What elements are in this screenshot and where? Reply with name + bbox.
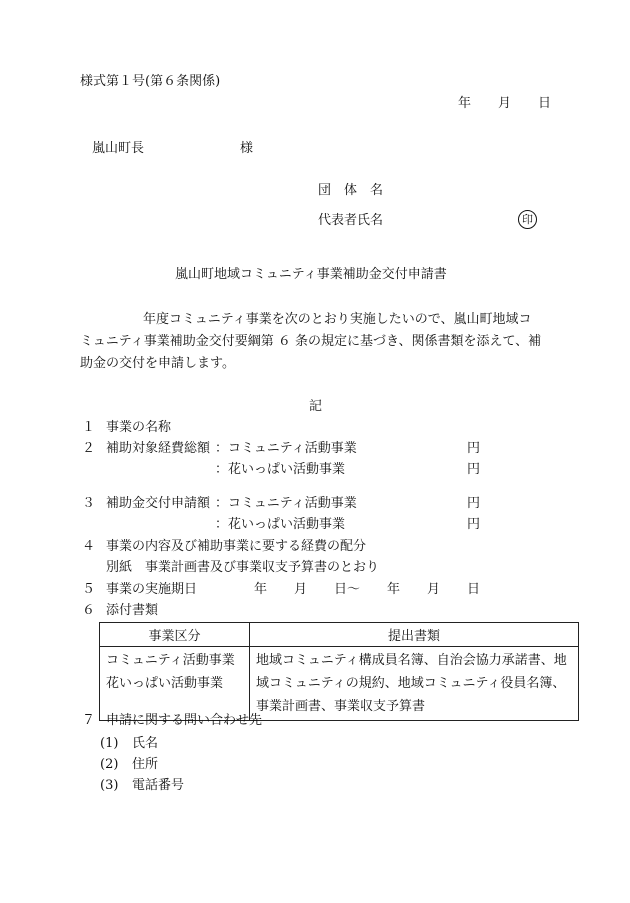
item-7-number: ７	[82, 713, 96, 728]
ki-heading: 記	[309, 399, 323, 414]
item-4-label: 事業の内容及び補助事業に要する経費の配分	[106, 539, 367, 554]
item-4-sub: 別紙 事業計画書及び事業収支予算書のとおり	[106, 560, 380, 575]
documents-cell	[250, 647, 579, 721]
item-3-line-1: ：コミュニティ活動事業	[215, 496, 357, 511]
item-2-label: 補助対象経費総額	[106, 441, 211, 456]
contact-2-label: 住所	[132, 757, 159, 772]
item-2-yen-1: 円	[467, 441, 481, 456]
category-flowers: 花いっぱい活動事業	[106, 676, 224, 691]
item-2-number: ２	[82, 441, 96, 456]
item-3-line-2: ：花いっぱい活動事業	[215, 517, 346, 532]
seal-mark: 印	[518, 210, 537, 229]
documents-line-2: 域コミュニティの規約、地域コミュニティ役員名簿、	[256, 676, 566, 691]
contact-1-label: 氏名	[132, 736, 159, 751]
contact-3-number: (3)	[100, 778, 119, 793]
item-5-year: 年	[254, 582, 268, 597]
item-1-label: 事業の名称	[106, 420, 172, 435]
item-2-line-1: ：コミュニティ活動事業	[215, 441, 357, 456]
representative-label: 代表者氏名	[318, 213, 384, 228]
category-community: コミュニティ活動事業	[106, 653, 235, 668]
item-7-label: 申請に関する問い合わせ先	[106, 713, 263, 728]
item-5-label: 事業の実施期日	[106, 582, 198, 597]
item-3-yen-1: 円	[467, 496, 481, 511]
contact-3-label: 電話番号	[132, 778, 185, 793]
header-category: 事業区分	[100, 623, 250, 647]
documents-line-1: 地域コミュニティ構成員名簿、自治会協力承諾書、地	[256, 653, 567, 668]
item-2-yen-2: 円	[467, 462, 481, 477]
contact-2-number: (2)	[100, 757, 119, 772]
item-6-label: 添付書類	[106, 603, 159, 618]
item-5-month-2: 月	[427, 582, 441, 597]
contact-1-number: (1)	[100, 736, 119, 751]
body-line-1: 年度コミュニティ事業を次のとおり実施したいので、嵐山町地域コ	[143, 312, 532, 327]
addressee-name: 嵐山町長	[92, 141, 145, 156]
document-title: 嵐山町地域コミュニティ事業補助金交付申請書	[175, 267, 447, 282]
item-5-day: 日～	[334, 582, 361, 597]
item-2-line-2: ：花いっぱい活動事業	[215, 462, 346, 477]
group-name-label: 団 体 名	[318, 183, 384, 198]
item-3-yen-2: 円	[467, 517, 481, 532]
date-month: 月	[498, 96, 512, 111]
item-5-month: 月	[294, 582, 308, 597]
item-5-day-2: 日	[467, 582, 481, 597]
table-header-row	[100, 623, 579, 647]
body-line-3: 助金の交付を申請します。	[80, 356, 235, 371]
item-4-number: ４	[82, 539, 96, 554]
table-row	[100, 647, 579, 721]
item-5-number: ５	[82, 582, 96, 597]
item-5-year-2: 年	[387, 582, 401, 597]
form-code: 様式第１号(第６条関係)	[80, 74, 221, 89]
category-cell	[100, 647, 250, 721]
item-3-number: ３	[82, 496, 96, 511]
date-day: 日	[538, 96, 552, 111]
documents-line-3: 事業計画書、事業収支予算書	[256, 699, 426, 714]
item-1-number: １	[82, 420, 96, 435]
item-6-number: ６	[82, 603, 96, 618]
date-year: 年	[458, 96, 472, 111]
item-3-label: 補助金交付申請額	[106, 496, 211, 511]
addressee-honorific: 様	[240, 141, 254, 156]
body-line-2: ミュニティ事業補助金交付要綱第 ６ 条の規定に基づき、関係書類を添えて、補	[80, 334, 542, 349]
header-documents: 提出書類	[250, 623, 579, 647]
attachments-table	[99, 622, 579, 721]
